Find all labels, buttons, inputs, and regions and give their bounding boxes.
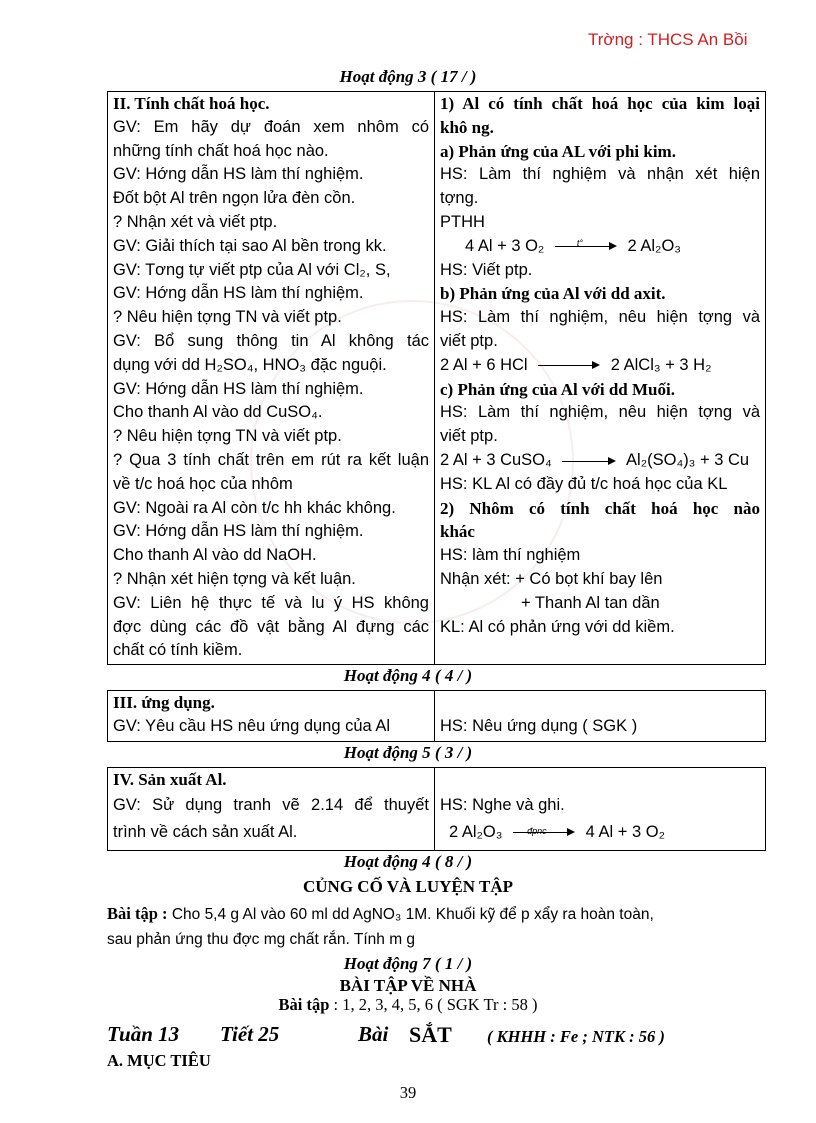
right-line: HS: Làm thí nghiệm, nêu hiện tợng và	[440, 403, 760, 422]
left-line: GV: Giải thích tại sao Al bền trong kk.	[113, 236, 387, 255]
lesson-bai: Bài	[358, 1022, 389, 1046]
left-line: Đốt bột Al trên ngọn lửa đèn cồn.	[113, 189, 356, 208]
activity-3-student-column	[435, 92, 766, 665]
right-line: viết ptp.	[440, 427, 498, 446]
equation-lhs: 2 Al + 6 HCl	[440, 355, 528, 374]
left-line: Cho thanh Al vào dd NaOH.	[113, 546, 317, 565]
lesson-info: ( KHHH : Fe ; NTK : 56 )	[487, 1027, 665, 1046]
heading-c: c) Phản ứng của Al với dd Muối.	[440, 379, 675, 399]
right-line: HS: KL Al có đầy đủ t/c hoá học của KL	[440, 474, 728, 493]
left-line: GV: Hớng dẫn HS làm thí nghiệm.	[113, 522, 364, 541]
exercise-text	[107, 902, 767, 952]
exercise-line-2: sau phản ứng thu đợc mg chất rắn. Tính m g	[107, 931, 416, 948]
left-line: ? Nêu hiện tợng TN và viết ptp.	[113, 308, 342, 327]
equation-lhs: 2 Al₂O₃	[449, 822, 503, 841]
activity-3-table	[107, 91, 766, 665]
section-heading: IV. Sản xuất Al.	[113, 770, 227, 789]
activity-6-title: Hoạt động 4 ( 8 / )	[343, 852, 473, 871]
heading-a: a) Phản ứng của AL với phi kim.	[440, 141, 676, 161]
equation-rhs: 4 Al + 3 O₂	[585, 822, 665, 841]
right-line: viết ptp.	[440, 331, 498, 350]
right-line: HS: Nêu ứng dụng ( SGK )	[440, 716, 638, 735]
left-line: chất có tính kiềm.	[113, 641, 243, 660]
equation-rhs: 2 Al₂O₃	[627, 236, 681, 255]
left-line: ? Nhận xét và viết ptp.	[113, 212, 278, 231]
equation-1	[435, 235, 765, 259]
exercise-label: Bài tập :	[107, 904, 168, 923]
left-line: GV: Hớng dẫn HS làm thí nghiệm.	[113, 284, 364, 303]
lesson-period: Tiết 25	[220, 1022, 280, 1046]
left-line: GV: Bổ sung thông tin Al không tác	[113, 331, 429, 350]
reaction-arrow-icon	[513, 828, 575, 836]
activity-7-title: Hoạt động 7 ( 1 / )	[343, 954, 473, 973]
right-line: HS: Làm thí nghiệm, nêu hiện tợng và	[440, 308, 760, 327]
right-line: HS: làm thí nghiệm	[440, 546, 581, 565]
left-line: trình về cách sản xuất Al.	[113, 822, 298, 841]
school-header: Trờng : THCS An Bồi	[588, 30, 748, 49]
left-line: đợc dùng các đồ vật bằng Al đựng các	[113, 617, 429, 636]
left-line: GV: Tơng tự viết ptp của Al với Cl₂, S,	[113, 260, 391, 279]
right-line: Nhận xét: + Có bọt khí bay lên	[440, 569, 663, 588]
right-line: PTHH	[440, 212, 485, 231]
left-line: ? Nhận xét hiện tợng và kết luận.	[113, 569, 356, 588]
left-line: ? Nêu hiện tợng TN và viết ptp.	[113, 427, 342, 446]
right-line: HS: Làm thí nghiệm và nhận xét hiện	[440, 165, 760, 184]
activity-4-teacher-column	[108, 691, 435, 742]
left-line: GV: Yêu cầu HS nêu ứng dụng của Al	[113, 716, 391, 735]
left-line: GV: Em hãy dự đoán xem nhôm có	[113, 117, 429, 136]
activity-4-student-column	[435, 691, 766, 742]
equation-electrolysis	[435, 819, 765, 846]
right-line: HS: Viết ptp.	[440, 260, 533, 279]
left-line: GV: Ngoài ra Al còn t/c hh khác không.	[113, 498, 396, 517]
homework-items: : 1, 2, 3, 4, 5, 6 ( SGK Tr : 58 )	[329, 995, 538, 1014]
left-line: ? Qua 3 tính chất trên em rút ra kết luận	[113, 450, 429, 469]
section-heading: III. ứng dụng.	[113, 693, 215, 712]
lesson-name: SẮT	[409, 1022, 452, 1047]
right-line: KL: Al có phản ứng với dd kiềm.	[440, 617, 675, 636]
activity-3-teacher-column	[108, 92, 435, 665]
homework-label: Bài tập	[278, 995, 330, 1014]
heading-1-cont: khô ng.	[440, 117, 494, 137]
right-line: tợng.	[440, 189, 479, 208]
left-line: GV: Liên hệ thực tế và lu ý HS không	[113, 593, 429, 612]
left-line: dụng với dd H₂SO₄, HNO₃ đặc nguội.	[113, 355, 387, 374]
equation-2	[435, 354, 765, 378]
homework-title: BÀI TẬP VỀ NHÀ	[339, 976, 477, 995]
heading-1: 1) Al có tính chất hoá học của kim loại	[440, 94, 760, 113]
activity-5-student-column	[435, 768, 766, 851]
section-heading: II. Tính chất hoá học.	[113, 94, 270, 113]
consolidation-title: CỦNG CỐ VÀ LUYỆN TẬP	[302, 877, 513, 896]
left-line: về t/c hoá học của nhôm	[113, 474, 293, 493]
activity-4-title: Hoạt động 4 ( 4 / )	[343, 666, 473, 685]
activity-3-title: Hoạt động 3 ( 17 / )	[339, 67, 477, 86]
reaction-arrow-icon	[562, 457, 616, 465]
left-line: Cho thanh Al vào dd CuSO₄.	[113, 403, 323, 422]
heading-b: b) Phản ứng của Al với dd axit.	[440, 284, 666, 304]
activity-4-table	[107, 690, 766, 742]
heading-2-cont: khác	[440, 522, 475, 542]
reaction-condition: đpnc	[527, 826, 547, 837]
right-line: + Thanh Al tan dần	[521, 593, 660, 612]
reaction-arrow-icon	[538, 361, 600, 369]
activity-5-teacher-column	[108, 768, 435, 851]
section-objectives: A. MỤC TIÊU	[107, 1051, 211, 1070]
left-line: những tính chất hoá học nào.	[113, 141, 329, 160]
equation-rhs: Al₂(SO₄)₃ + 3 Cu	[626, 450, 750, 469]
lesson-week: Tuần 13	[107, 1022, 180, 1046]
left-line: GV: Hớng dẫn HS làm thí nghiệm.	[113, 379, 364, 398]
right-line: HS: Nghe và ghi.	[440, 795, 565, 814]
reaction-arrow-icon	[555, 238, 617, 250]
equation-rhs: 2 AlCl₃ + 3 H₂	[610, 355, 712, 374]
reaction-condition: t°	[576, 238, 584, 249]
equation-3	[435, 449, 765, 473]
homework-text	[0, 995, 816, 1015]
left-line: GV: Sử dụng tranh vẽ 2.14 để thuyết	[113, 795, 429, 814]
equation-lhs: 4 Al + 3 O₂	[465, 236, 545, 255]
activity-5-table	[107, 767, 766, 851]
equation-lhs: 2 Al + 3 CuSO₄	[440, 450, 552, 469]
exercise-line-1: Cho 5,4 g Al vào 60 ml dd AgNO₃ 1M. Khuối kỹ để p xẩy ra hoàn toàn,	[167, 906, 654, 923]
left-line: GV: Hớng dẫn HS làm thí nghiệm.	[113, 165, 364, 184]
heading-2: 2) Nhôm có tính chất hoá học nào	[440, 498, 760, 518]
activity-5-title: Hoạt động 5 ( 3 / )	[343, 743, 473, 762]
page-number: 39	[399, 1083, 417, 1102]
